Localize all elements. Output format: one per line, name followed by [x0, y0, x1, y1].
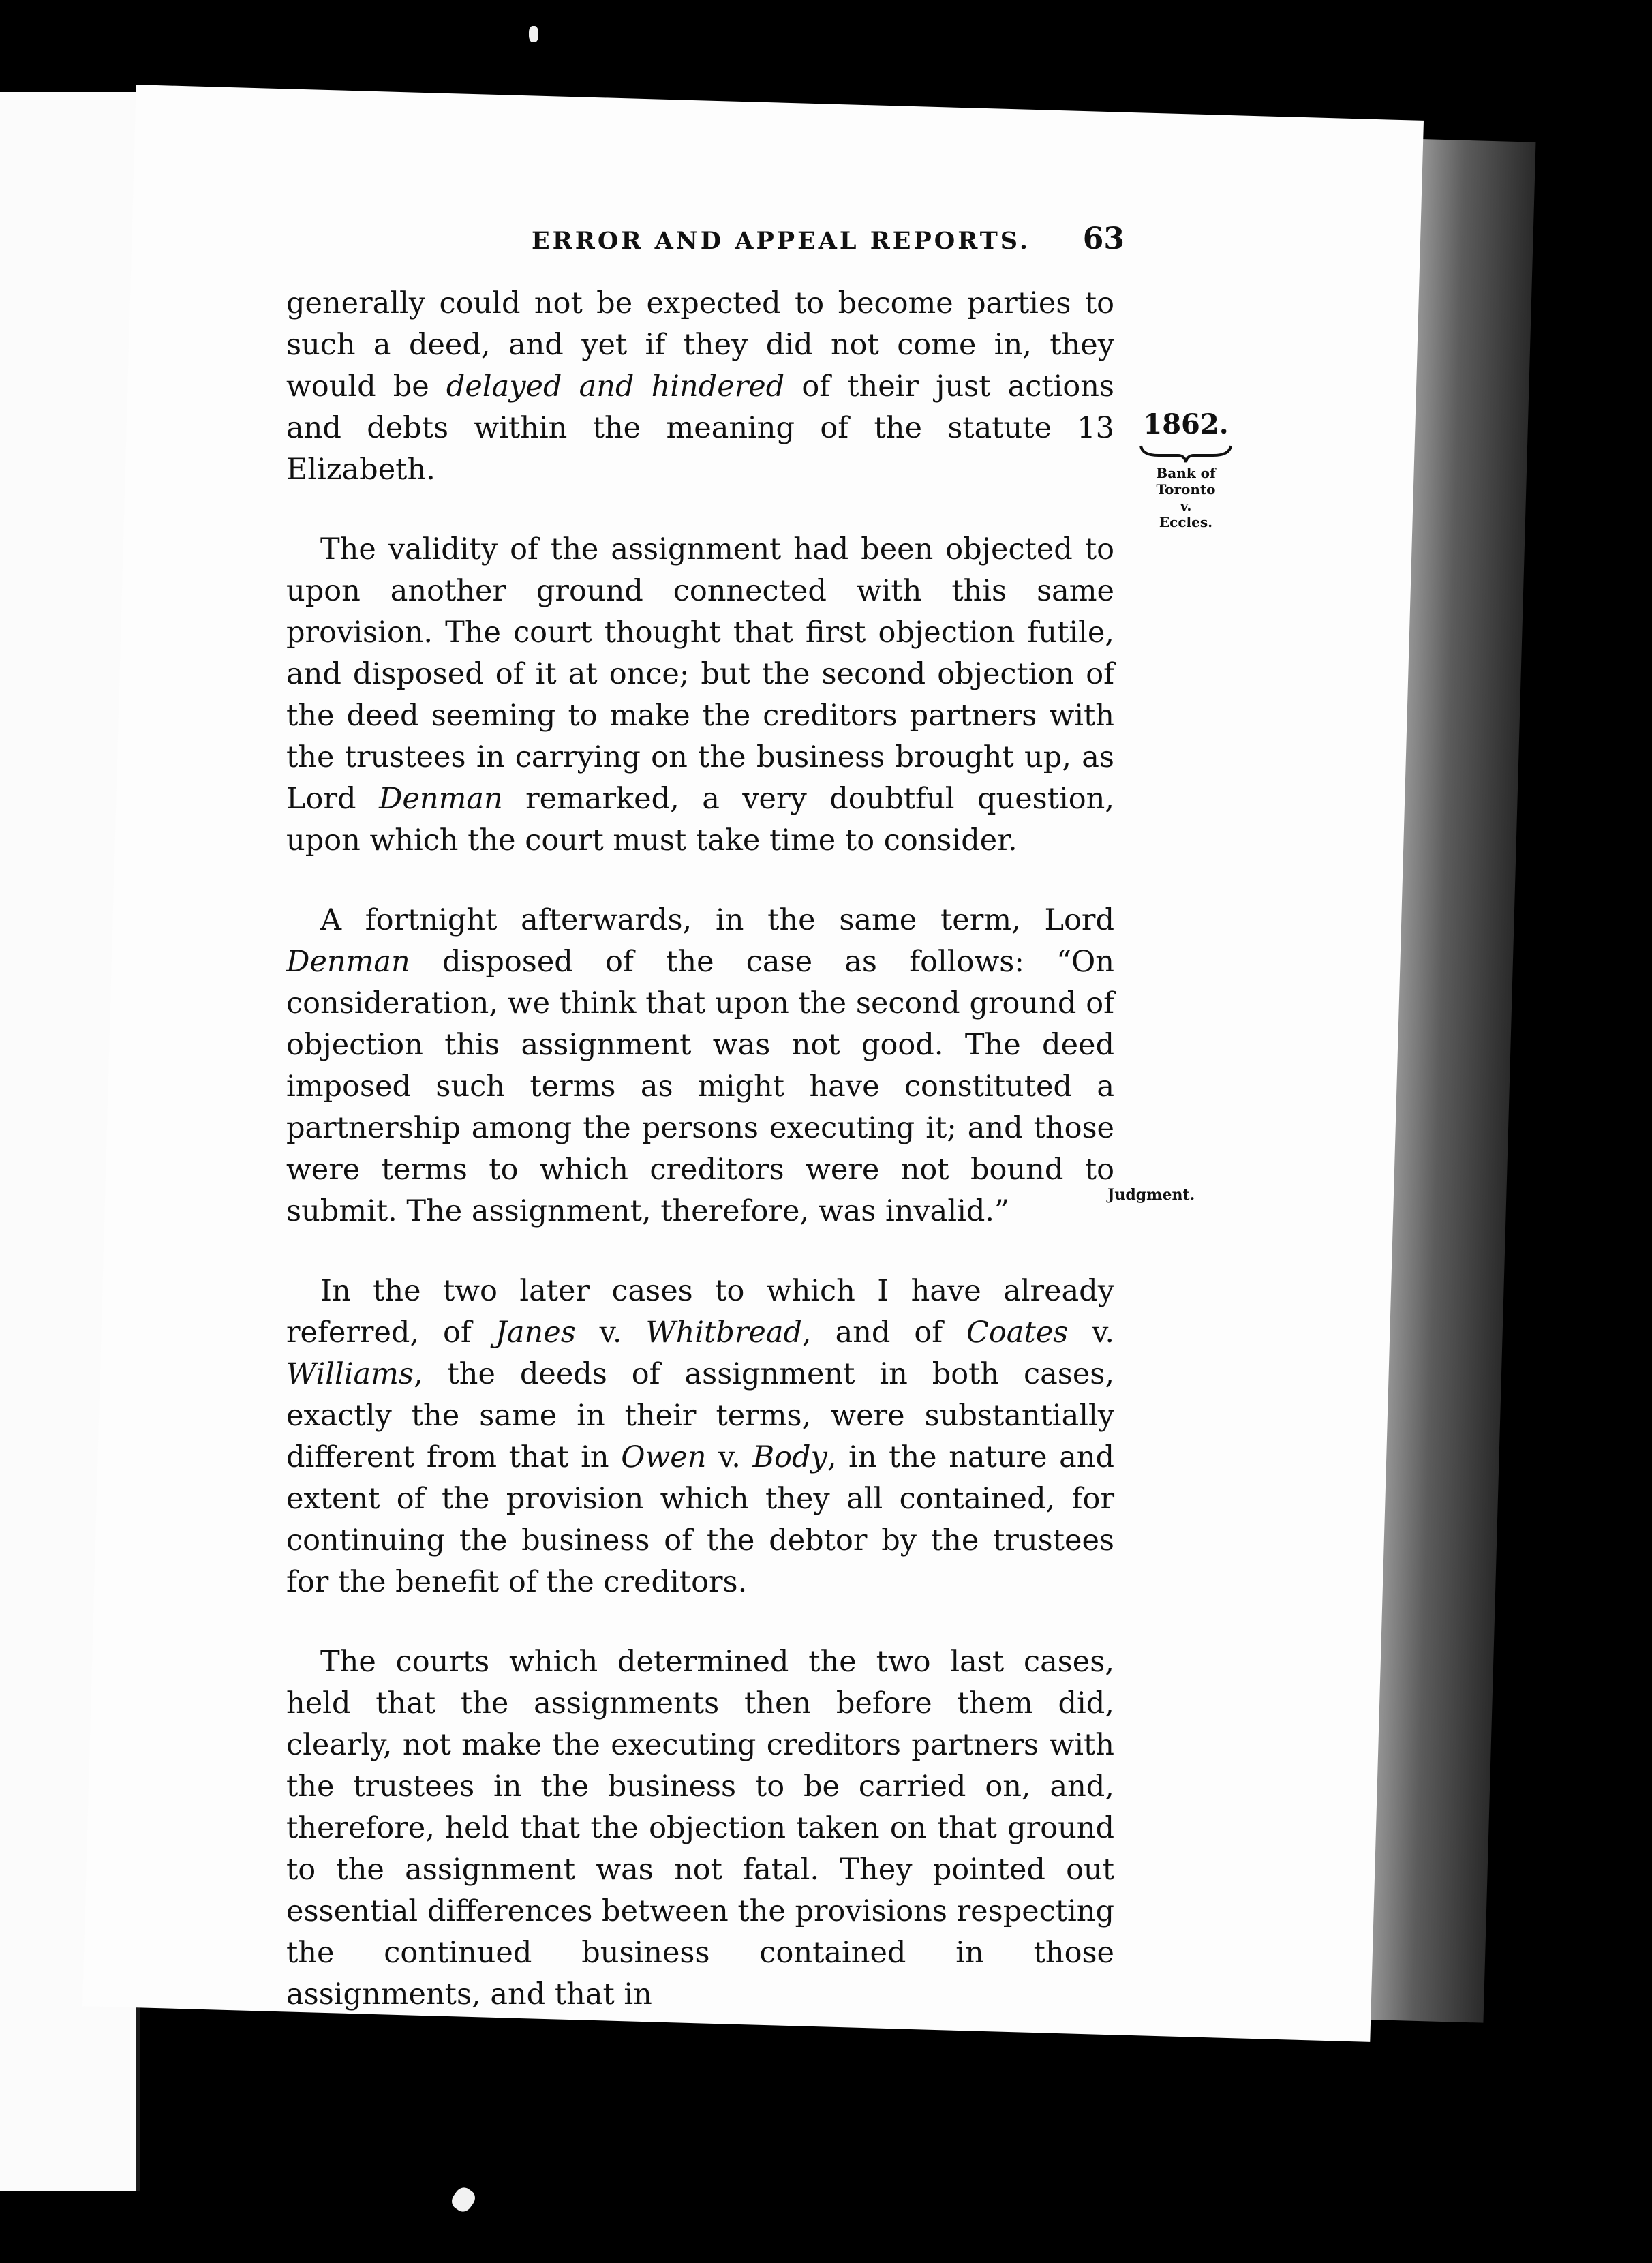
- scan-fleck: [448, 2184, 478, 2215]
- text-run: disposed of the case as follows: “On consideration, we think that upon the second ground of objection this assignment was not good. The deed imposed such terms as might have constituted a partnership among the persons executing it; and those were terms to which creditors were not bound to submit. The assignment, therefore, was invalid.”: [286, 945, 1114, 1228]
- italic-name: Williams: [286, 1357, 414, 1391]
- running-title: ERROR AND APPEAL REPORTS.: [532, 227, 1031, 255]
- text-run: remarked, a very doubtful question, upon which the court must take time to consider.: [286, 782, 1114, 857]
- sidenote-case-line: v.: [1180, 498, 1192, 514]
- brace-icon: [1138, 443, 1234, 464]
- text-run: , the deeds of assignment in both cases, exactly the same in their terms, were substantially different from that in: [286, 1357, 1114, 1474]
- text-run: v.: [706, 1440, 753, 1474]
- italic-name: delayed and hindered: [446, 369, 785, 404]
- italic-name: Denman: [378, 782, 503, 816]
- sidenote-year: 1862.: [1143, 408, 1229, 440]
- text-run: , in the nature and extent of the provision which they all contained, for continuing the business of the debtor by the trustees for the benefit of the creditors.: [286, 1440, 1114, 1599]
- italic-name: Owen: [621, 1440, 707, 1474]
- text-run: generally could not be expected to become parties to such a deed, and yet if they did not come in, they would be: [286, 286, 1114, 404]
- scan-fleck: [529, 26, 538, 42]
- judgment-sidenote: Judgment.: [1107, 1186, 1195, 1204]
- text-run: of their just actions and debts within the meaning of the statute 13 Elizabeth.: [286, 369, 1114, 487]
- body-text: [286, 283, 1114, 2054]
- sidenote-case-line: Bank of: [1156, 465, 1216, 481]
- text-run: , and of: [802, 1316, 967, 1350]
- italic-name: Denman: [286, 945, 410, 979]
- body-paragraph: [286, 1271, 1114, 1603]
- body-paragraph: [286, 529, 1114, 862]
- italic-name: Whitbread: [645, 1316, 803, 1350]
- text-run: v.: [575, 1316, 646, 1350]
- running-head: [273, 222, 1125, 256]
- sidenote-case-line: Toronto: [1156, 481, 1216, 498]
- text-run: v.: [1068, 1316, 1114, 1350]
- text-run: The validity of the assignment had been objected to upon another ground connected with this same provision. The court thought that first objection futile, and disposed of it at once; but the second objection of the deed seeming to make the creditors partners with the trustees in carrying on the business brought up, as Lord: [286, 532, 1114, 816]
- case-sidenote: [1135, 409, 1237, 530]
- text-run: In the two later cases to which I have already referred, of: [286, 1274, 1114, 1350]
- italic-name: Coates: [966, 1316, 1069, 1350]
- page-number: 63: [1082, 222, 1125, 256]
- sidenote-case-line: Eccles.: [1159, 514, 1213, 530]
- italic-name: Janes: [495, 1316, 576, 1350]
- italic-name: Body: [752, 1440, 827, 1474]
- body-paragraph: [286, 900, 1114, 1232]
- text-run: The courts which determined the two last cases, held that the assignments then before them did, clearly, not make the executing creditors partners with the trustees in the business to be carried on, and, therefore, held that the objection taken on that ground to the assignment was not fatal. They pointed out essential differences between the provisions respecting the continued business contained in those assignments, and that in: [286, 1645, 1114, 2011]
- body-paragraph: [286, 1641, 1114, 2016]
- body-paragraph: [286, 283, 1114, 491]
- text-run: A fortnight afterwards, in the same term, Lord: [320, 903, 1114, 937]
